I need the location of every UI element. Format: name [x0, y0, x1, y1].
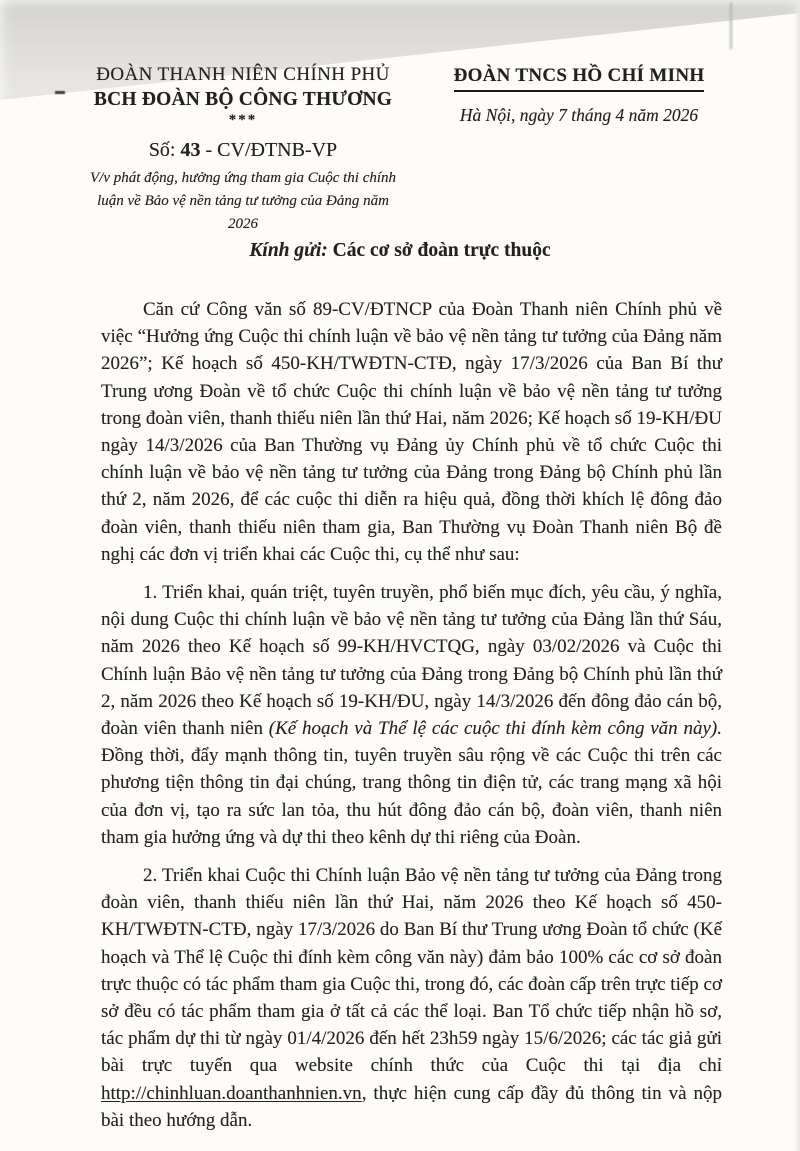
org-name: BCH ĐOÀN BỘ CÔNG THƯƠNG	[93, 89, 393, 110]
document-number-label: Số:	[148, 139, 176, 161]
contest-website-url: http://chinhluan.doanthanhnien.vn	[101, 1082, 362, 1104]
scan-dash-artifact	[55, 91, 65, 94]
scan-line-artifact	[730, 3, 732, 49]
paragraph-item-2	[101, 862, 722, 1134]
youth-union-title-wrap	[428, 65, 730, 92]
recipient-label: Kính gửi:	[249, 240, 328, 261]
paragraph-legal-basis	[101, 296, 722, 568]
youth-union-title: ĐOÀN TNCS HỒ CHÍ MINH	[454, 65, 705, 92]
text-segment: Đồng thời, đẩy mạnh thông tin, tuyên truyền sâu rộng về các Cuộc thi trên các phương tiện thông tin đại chúng, trang thông tin điện tử, các trang mạng xã hội của đơn vị, tạo ra sức lan tỏa, thu hút đông đảo cán bộ, đoàn viên, thanh niên tham gia hưởng ứng và dự thi theo kênh dự thi riêng của Đoàn.	[101, 745, 722, 848]
document-number-symbol: - CV/ĐTNB-VP	[205, 139, 338, 161]
text-segment: Căn cứ Công văn số 89-CV/ĐTNCP của Đoàn Thanh niên Chính phủ về việc “Hưởng ứng Cuộc thi chính luận về bảo vệ nền tảng tư tưởng của Đảng năm 2026”; Kế hoạch số 450-KH/TWĐTN-CTĐ, ngày 17/3/2026 của Ban Bí thư Trung ương Đoàn về tổ chức Cuộc thi chính luận về bảo vệ nền tảng tư tưởng trong đoàn viên, thanh thiếu niên lần thứ Hai, năm 2026; Kế hoạch số 19-KH/ĐU ngày 14/3/2026 của Ban Thường vụ Đảng ủy Chính phủ về tổ chức Cuộc thi chính luận về bảo vệ nền tảng tư tưởng của Đảng trong Đảng bộ Chính phủ lần thứ 2, năm 2026, để các cuộc thi diễn ra hiệu quả, đồng thời khích lệ đông đảo đoàn viên, thanh thiếu niên tham gia, Ban Thường vụ Đoàn Thanh niên Bộ đề nghị các đơn vị triển khai các Cuộc thi, cụ thể như sau:	[101, 299, 722, 565]
youth-union-block	[428, 65, 730, 126]
stars-separator: ***	[228, 112, 258, 128]
org-parent-name: ĐOÀN THANH NIÊN CHÍNH PHỦ	[96, 64, 390, 85]
place-and-date: Hà Nội, ngày 7 tháng 4 năm 2026	[459, 105, 699, 125]
paragraph-item-1	[101, 579, 722, 851]
document-subject: V/v phát động, hưởng ứng tham gia Cuộc thi chính luận về Bảo vệ nền tảng tư tưởng của Đảng năm 2026	[90, 170, 397, 232]
document-body	[101, 296, 722, 1145]
text-segment: 2. Triển khai Cuộc thi Chính luận Bảo vệ nền tảng tư tưởng của Đảng trong đoàn viên, thanh thiếu niên lần thứ Hai, năm 2026 theo Kế hoạch số 450-KH/TWĐTN-CTĐ, ngày 17/3/2026 do Ban Bí thư Trung ương Đoàn tổ chức (Kế hoạch và Thể lệ Cuộc thi đính kèm công văn này) đảm bảo 100% các cơ sở đoàn trực thuộc có tác phẩm tham gia Cuộc thi, trong đó, các đoàn cấp trên trực tiếp cơ sở đều có tác phẩm tham gia ở tất cả các thể loại. Ban Tổ chức tiếp nhận hồ sơ, tác phẩm dự thi từ ngày 01/4/2026 đến hết 23h59 ngày 15/6/2026; các tác giả gửi bài trực tuyến qua website chính thức của Cuộc thi tại địa chỉ	[101, 865, 723, 1077]
scan-right-edge-shading	[794, 0, 800, 1151]
text-segment: , thực hiện cung cấp đầy đủ thông tin và nộp bài theo hướng dẫn.	[101, 1082, 722, 1131]
text-segment: 1. Triển khai, quán triệt, tuyên truyền, phổ biến mục đích, yêu cầu, ý nghĩa, nội dung Cuộc thi chính luận về bảo vệ nền tảng tư tưởng của Đảng lần thứ Sáu, năm 2026 theo Kế hoạch số 99-KH/HVCTQG, ngày 03/02/2026 và Cuộc thi Chính luận Bảo vệ nền tảng tư tưởng của Đảng trong Đảng bộ Chính phủ lần thứ 2, năm 2026 theo Kế hoạch số 19-KH/ĐU, ngày 14/3/2026 đến đông đảo cán bộ, đoàn viên thanh niên	[101, 582, 722, 740]
document-number-line	[80, 139, 406, 162]
text-segment: (Kế hoạch và Thể lệ các cuộc thi đính kèm công văn này).	[268, 718, 722, 740]
recipient-value: Các cơ sở đoàn trực thuộc	[332, 240, 551, 261]
issuing-org-block	[80, 64, 406, 236]
recipient-line	[0, 240, 800, 262]
document-number-value: 43	[180, 139, 201, 161]
